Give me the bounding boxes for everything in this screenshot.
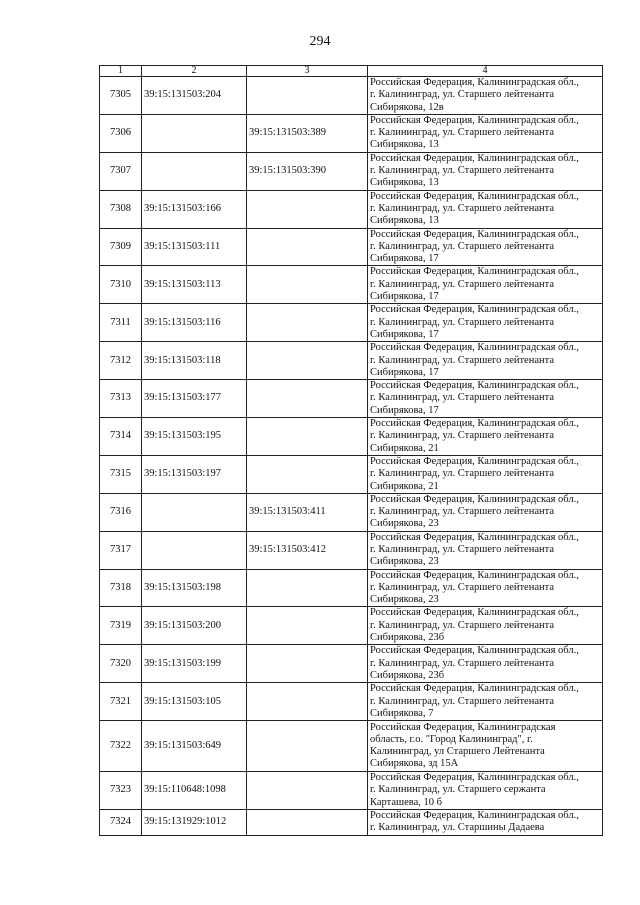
address-cell bbox=[368, 304, 603, 342]
row-number: 7321 bbox=[100, 683, 142, 721]
address-line: Сибирякова, 12в bbox=[370, 101, 444, 113]
address-line: Сибирякова, 13 bbox=[370, 215, 439, 227]
address-cell bbox=[368, 114, 603, 152]
cadastral-number-col2: 39:15:131503:111 bbox=[142, 228, 247, 266]
address-line: Сибирякова, 23 bbox=[370, 594, 439, 606]
row-number: 7305 bbox=[100, 77, 142, 115]
address-line: Российская Федерация, Калининградская обл., bbox=[370, 810, 579, 822]
table-row bbox=[100, 531, 603, 569]
table-row bbox=[100, 304, 603, 342]
address-line: Российская Федерация, Калининградская обл., bbox=[370, 342, 579, 354]
address-line: Сибирякова, 17 bbox=[370, 328, 439, 340]
cadastral-number-col3 bbox=[247, 455, 368, 493]
row-number: 7319 bbox=[100, 607, 142, 645]
row-number: 7320 bbox=[100, 645, 142, 683]
address-line: Сибирякова, 17 bbox=[370, 404, 439, 416]
address-line: Российская Федерация, Калининградская обл., bbox=[370, 77, 579, 88]
cadastral-number-col3 bbox=[247, 772, 368, 810]
address-cell bbox=[368, 772, 603, 810]
cadastral-number-col3: 39:15:131503:390 bbox=[247, 152, 368, 190]
row-number: 7311 bbox=[100, 304, 142, 342]
address-line: Российская Федерация, Калининградская bbox=[370, 721, 556, 733]
row-number: 7317 bbox=[100, 531, 142, 569]
table-row bbox=[100, 228, 603, 266]
registry-table bbox=[99, 65, 603, 836]
address-line: г. Калининград, ул. Старшего лейтенанта bbox=[370, 354, 554, 366]
address-line: Российская Федерация, Калининградская обл., bbox=[370, 645, 579, 657]
address-line: Российская Федерация, Калининградская обл., bbox=[370, 228, 579, 240]
address-cell bbox=[368, 266, 603, 304]
column-header-2: 2 bbox=[142, 66, 247, 77]
address-line: Российская Федерация, Калининградская обл., bbox=[370, 493, 579, 505]
address-line: Сибирякова, 13 bbox=[370, 139, 439, 151]
address-line: Российская Федерация, Калининградская обл., bbox=[370, 114, 579, 126]
address-line: Сибирякова, 17 bbox=[370, 291, 439, 303]
cadastral-number-col3: 39:15:131503:411 bbox=[247, 493, 368, 531]
cadastral-number-col2: 39:15:131503:116 bbox=[142, 304, 247, 342]
address-cell bbox=[368, 683, 603, 721]
table-row bbox=[100, 77, 603, 115]
cadastral-number-col2: 39:15:131503:200 bbox=[142, 607, 247, 645]
address-cell bbox=[368, 190, 603, 228]
address-line: Российская Федерация, Калининградская обл., bbox=[370, 772, 579, 784]
cadastral-number-col2: 39:15:110648:1098 bbox=[142, 772, 247, 810]
address-line: г. Калининград, ул. Старшины Дадаева bbox=[370, 822, 545, 834]
table-row bbox=[100, 455, 603, 493]
address-cell bbox=[368, 531, 603, 569]
cadastral-number-col3 bbox=[247, 810, 368, 836]
cadastral-number-col3 bbox=[247, 683, 368, 721]
address-line: Российская Федерация, Калининградская обл., bbox=[370, 380, 579, 392]
cadastral-number-col2: 39:15:131503:113 bbox=[142, 266, 247, 304]
cadastral-number-col3 bbox=[247, 228, 368, 266]
row-number: 7307 bbox=[100, 152, 142, 190]
row-number: 7313 bbox=[100, 380, 142, 418]
address-line: г. Калининград, ул. Старшего лейтенанта bbox=[370, 506, 554, 518]
table-row bbox=[100, 493, 603, 531]
row-number: 7324 bbox=[100, 810, 142, 836]
cadastral-number-col3 bbox=[247, 418, 368, 456]
cadastral-number-col3 bbox=[247, 607, 368, 645]
address-line: Российская Федерация, Калининградская обл., bbox=[370, 607, 579, 619]
cadastral-number-col2: 39:15:131503:199 bbox=[142, 645, 247, 683]
address-cell bbox=[368, 569, 603, 607]
cadastral-number-col2 bbox=[142, 114, 247, 152]
row-number: 7310 bbox=[100, 266, 142, 304]
address-line: г. Калининград, ул. Старшего лейтенанта bbox=[370, 581, 554, 593]
address-cell bbox=[368, 721, 603, 772]
address-line: г. Калининград, ул. Старшего лейтенанта bbox=[370, 695, 554, 707]
address-line: г. Калининград, ул. Старшего лейтенанта bbox=[370, 316, 554, 328]
cadastral-number-col3 bbox=[247, 569, 368, 607]
address-line: Карташева, 10 б bbox=[370, 796, 442, 808]
cadastral-number-col3: 39:15:131503:389 bbox=[247, 114, 368, 152]
cadastral-number-col2 bbox=[142, 152, 247, 190]
cadastral-number-col2: 39:15:131503:177 bbox=[142, 380, 247, 418]
address-cell bbox=[368, 228, 603, 266]
address-cell bbox=[368, 493, 603, 531]
address-cell bbox=[368, 342, 603, 380]
address-line: Российская Федерация, Калининградская обл., bbox=[370, 418, 579, 430]
address-cell bbox=[368, 645, 603, 683]
table-row bbox=[100, 114, 603, 152]
row-number: 7323 bbox=[100, 772, 142, 810]
address-cell bbox=[368, 607, 603, 645]
address-line: Российская Федерация, Калининградская обл., bbox=[370, 266, 579, 278]
row-number: 7315 bbox=[100, 455, 142, 493]
cadastral-number-col2: 39:15:131503:198 bbox=[142, 569, 247, 607]
row-number: 7316 bbox=[100, 493, 142, 531]
address-line: Российская Федерация, Калининградская обл., bbox=[370, 569, 579, 581]
cadastral-number-col3 bbox=[247, 342, 368, 380]
address-line: г. Калининград, ул. Старшего лейтенанта bbox=[370, 89, 554, 101]
address-line: г. Калининград, ул. Старшего лейтенанта bbox=[370, 619, 554, 631]
table-row bbox=[100, 721, 603, 772]
address-line: г. Калининград, ул. Старшего лейтенанта bbox=[370, 240, 554, 252]
cadastral-number-col3: 39:15:131503:412 bbox=[247, 531, 368, 569]
address-line: г. Калининград, ул. Старшего сержанта bbox=[370, 784, 546, 796]
cadastral-number-col2: 39:15:131929:1012 bbox=[142, 810, 247, 836]
address-line: Сибирякова, 17 bbox=[370, 366, 439, 378]
cadastral-number-col3 bbox=[247, 190, 368, 228]
cadastral-number-col3 bbox=[247, 380, 368, 418]
address-line: Сибирякова, 23б bbox=[370, 669, 445, 681]
address-line: г. Калининград, ул. Старшего лейтенанта bbox=[370, 127, 554, 139]
table-row bbox=[100, 607, 603, 645]
table-row bbox=[100, 266, 603, 304]
address-line: Сибирякова, 13 bbox=[370, 177, 439, 189]
row-number: 7308 bbox=[100, 190, 142, 228]
row-number: 7312 bbox=[100, 342, 142, 380]
table-row bbox=[100, 569, 603, 607]
table-row bbox=[100, 683, 603, 721]
row-number: 7314 bbox=[100, 418, 142, 456]
address-cell bbox=[368, 810, 603, 836]
cadastral-number-col2 bbox=[142, 531, 247, 569]
table-row bbox=[100, 342, 603, 380]
address-line: Российская Федерация, Калининградская обл., bbox=[370, 152, 579, 164]
cadastral-number-col2: 39:15:131503:197 bbox=[142, 455, 247, 493]
address-line: г. Калининград, ул. Старшего лейтенанта bbox=[370, 430, 554, 442]
address-cell bbox=[368, 77, 603, 115]
address-line: Сибирякова, 21 bbox=[370, 480, 439, 492]
row-number: 7318 bbox=[100, 569, 142, 607]
page-number: 294 bbox=[309, 34, 331, 49]
column-header-4: 4 bbox=[368, 66, 603, 77]
address-line: г. Калининград, ул. Старшего лейтенанта bbox=[370, 278, 554, 290]
cadastral-number-col3 bbox=[247, 304, 368, 342]
address-line: г. Калининград, ул. Старшего лейтенанта bbox=[370, 657, 554, 669]
address-line: Сибирякова, зд 15А bbox=[370, 758, 459, 770]
cadastral-number-col3 bbox=[247, 266, 368, 304]
address-line: Российская Федерация, Калининградская обл., bbox=[370, 190, 579, 202]
table-row bbox=[100, 772, 603, 810]
address-line: Калининград, ул Старшего Лейтенанта bbox=[370, 746, 545, 758]
table-row bbox=[100, 190, 603, 228]
address-line: Сибирякова, 21 bbox=[370, 442, 439, 454]
address-line: г. Калининград, ул. Старшего лейтенанта bbox=[370, 543, 554, 555]
address-line: г. Калининград, ул. Старшего лейтенанта bbox=[370, 392, 554, 404]
address-line: Сибирякова, 23 bbox=[370, 518, 439, 530]
table-row bbox=[100, 380, 603, 418]
address-line: Российская Федерация, Калининградская обл., bbox=[370, 683, 579, 695]
cadastral-number-col2 bbox=[142, 493, 247, 531]
row-number: 7306 bbox=[100, 114, 142, 152]
address-line: г. Калининград, ул. Старшего лейтенанта bbox=[370, 468, 554, 480]
address-cell bbox=[368, 418, 603, 456]
address-line: г. Калининград, ул. Старшего лейтенанта bbox=[370, 165, 554, 177]
cadastral-number-col2: 39:15:131503:166 bbox=[142, 190, 247, 228]
address-line: Российская Федерация, Калининградская обл., bbox=[370, 455, 579, 467]
address-line: Российская Федерация, Калининградская обл., bbox=[370, 304, 579, 316]
table-row bbox=[100, 645, 603, 683]
address-line: Сибирякова, 17 bbox=[370, 253, 439, 265]
column-header-1: 1 bbox=[100, 66, 142, 77]
cadastral-number-col2: 39:15:131503:105 bbox=[142, 683, 247, 721]
cadastral-number-col2: 39:15:131503:649 bbox=[142, 721, 247, 772]
address-line: г. Калининград, ул. Старшего лейтенанта bbox=[370, 202, 554, 214]
column-header-3: 3 bbox=[247, 66, 368, 77]
address-line: Сибирякова, 23 bbox=[370, 556, 439, 568]
table-row bbox=[100, 152, 603, 190]
cadastral-number-col2: 39:15:131503:118 bbox=[142, 342, 247, 380]
cadastral-number-col2: 39:15:131503:195 bbox=[142, 418, 247, 456]
cadastral-number-col3 bbox=[247, 721, 368, 772]
table-row bbox=[100, 810, 603, 836]
address-cell bbox=[368, 380, 603, 418]
address-cell bbox=[368, 152, 603, 190]
row-number: 7309 bbox=[100, 228, 142, 266]
address-cell bbox=[368, 455, 603, 493]
cadastral-number-col3 bbox=[247, 77, 368, 115]
cadastral-number-col3 bbox=[247, 645, 368, 683]
cadastral-number-col2: 39:15:131503:204 bbox=[142, 77, 247, 115]
address-line: Сибирякова, 23б bbox=[370, 632, 445, 644]
address-line: область, г.о. "Город Калининград", г. bbox=[370, 733, 533, 745]
address-line: Сибирякова, 7 bbox=[370, 707, 434, 719]
row-number: 7322 bbox=[100, 721, 142, 772]
table-row bbox=[100, 418, 603, 456]
address-line: Российская Федерация, Калининградская обл., bbox=[370, 531, 579, 543]
table-header-row bbox=[100, 66, 603, 77]
